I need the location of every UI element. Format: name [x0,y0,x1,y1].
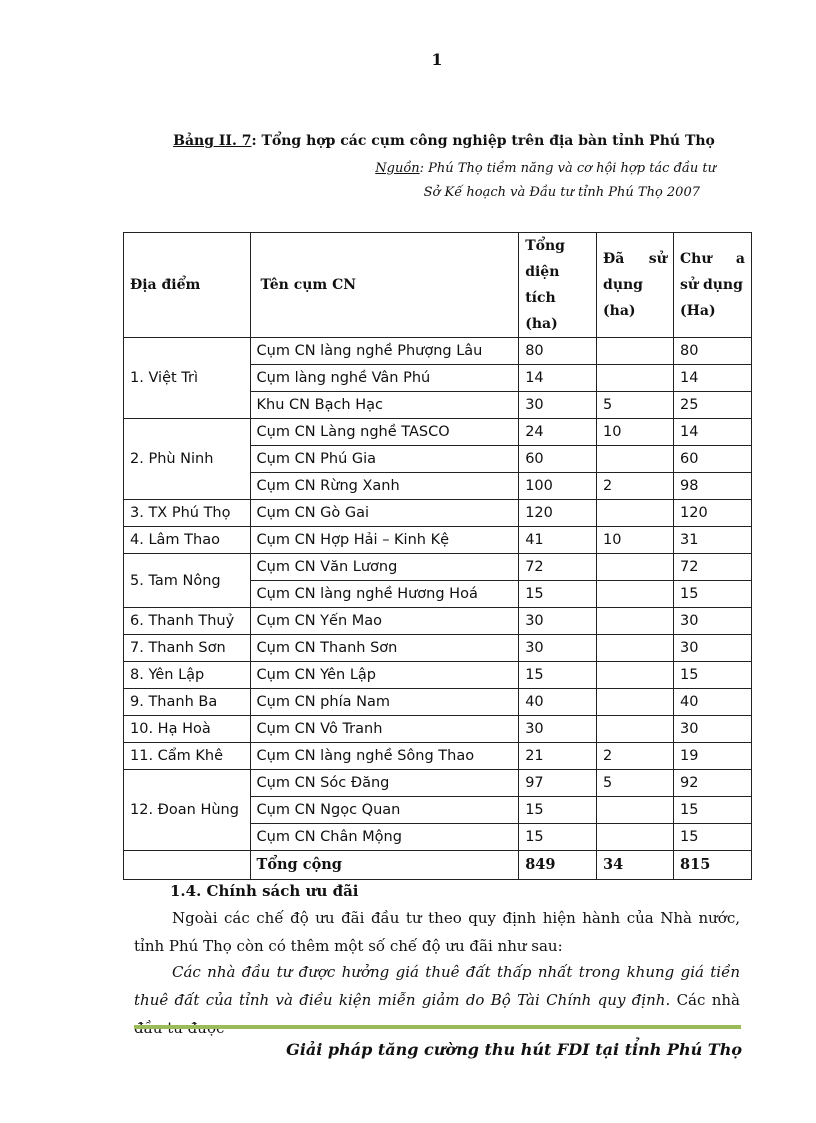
total-unused-area: 815 [674,851,752,880]
header-used-l1: Đã sử [603,251,667,267]
location-cell: 3. TX Phú Thọ [124,500,251,527]
used-area: 5 [597,770,674,797]
cluster-name: Cụm CN Phú Gia [250,446,519,473]
paragraph-2 [134,958,740,1042]
used-area [597,581,674,608]
header-used [597,233,674,338]
location-cell: 2. Phù Ninh [124,419,251,500]
used-area [597,689,674,716]
unused-area: 14 [674,419,752,446]
unused-area: 15 [674,797,752,824]
used-area [597,500,674,527]
used-area [597,554,674,581]
used-area [597,662,674,689]
cluster-name: Cụm CN làng nghề Hương Hoá [250,581,519,608]
cluster-name: Cụm CN phía Nam [250,689,519,716]
total-total-area: 849 [519,851,597,880]
source-text-1: : Phú Thọ tiềm năng và cơ hội hợp tác đầu tư [419,161,716,176]
cluster-name: Cụm CN Ngọc Quan [250,797,519,824]
total-area: 15 [519,662,597,689]
location-cell: 11. Cẩm Khê [124,743,251,770]
cluster-name: Cụm CN làng nghề Sông Thao [250,743,519,770]
total-area: 100 [519,473,597,500]
table-row [124,716,752,743]
table-row [124,689,752,716]
used-area: 10 [597,527,674,554]
table-row [124,743,752,770]
header-unused-l1: Chư a [680,251,745,267]
header-name: Tên cụm CN [250,233,519,338]
table-row [124,635,752,662]
source-line-2: Sở Kế hoạch và Đầu tư tỉnh Phú Thọ 2007 [423,185,700,200]
total-area: 41 [519,527,597,554]
cluster-name: Cụm CN Chân Mộng [250,824,519,851]
header-used-l2: dụng [603,277,643,293]
header-total-l2: diện [525,264,560,280]
cluster-name: Cụm CN Vô Tranh [250,716,519,743]
used-area: 2 [597,473,674,500]
unused-area: 80 [674,338,752,365]
used-area [597,338,674,365]
paragraph-2-italic: Các nhà đầu tư được hưởng giá thuê đất thấp nhất trong khung giá tiền thuê đất của tỉnh và điều kiện miễn giảm do Bộ Tài Chính quy định. [134,963,740,1009]
total-area: 21 [519,743,597,770]
total-area: 30 [519,392,597,419]
location-cell: 7. Thanh Sơn [124,635,251,662]
header-used-l3: (ha) [603,303,636,319]
cluster-name: Cụm làng nghề Vân Phú [250,365,519,392]
cluster-name: Cụm CN Yến Mao [250,608,519,635]
used-area [597,716,674,743]
unused-area: 92 [674,770,752,797]
caption-label: Bảng II. 7 [173,133,252,149]
header-total-l3: tích (ha) [525,290,558,332]
cluster-name: Khu CN Bạch Hạc [250,392,519,419]
unused-area: 40 [674,689,752,716]
used-area [597,797,674,824]
unused-area: 72 [674,554,752,581]
paragraph-2-normal: Các nhà [676,991,741,1009]
unused-area: 15 [674,662,752,689]
cluster-name: Cụm CN Rừng Xanh [250,473,519,500]
total-area: 30 [519,716,597,743]
table-row [124,662,752,689]
caption-text: : Tổng hợp các cụm công nghiệp trên địa bàn tỉnh Phú Thọ [251,133,715,149]
location-cell: 10. Hạ Hoà [124,716,251,743]
source-label: Nguồn [375,161,420,176]
table-caption [0,133,816,149]
cluster-name: Cụm CN Hợp Hải – Kinh Kệ [250,527,519,554]
total-used-area: 34 [597,851,674,880]
cluster-name: Cụm CN Sóc Đăng [250,770,519,797]
total-location-empty [124,851,251,880]
unused-area: 14 [674,365,752,392]
location-cell: 1. Việt Trì [124,338,251,419]
used-area: 2 [597,743,674,770]
header-unused-l3: (Ha) [680,303,716,319]
unused-area: 60 [674,446,752,473]
table-body [124,338,752,880]
location-cell: 5. Tam Nông [124,554,251,608]
cluster-name: Cụm CN Yên Lập [250,662,519,689]
paragraph-1: Ngoài các chế độ ưu đãi đầu tư theo quy định hiện hành của Nhà nước, tỉnh Phú Thọ còn có thêm một số chế độ ưu đãi như sau: [134,909,740,955]
unused-area: 31 [674,527,752,554]
header-total-l1: Tổng [525,238,565,254]
used-area [597,635,674,662]
footer-title: Giải pháp tăng cường thu hút FDI tại tỉnh Phú Thọ [286,1040,742,1059]
header-unused [674,233,752,338]
industrial-clusters-table [123,232,752,880]
total-area: 30 [519,635,597,662]
used-area [597,365,674,392]
used-area: 10 [597,419,674,446]
footer-rule [134,1025,741,1029]
total-area: 40 [519,689,597,716]
used-area [597,446,674,473]
unused-area: 19 [674,743,752,770]
used-area [597,608,674,635]
unused-area: 30 [674,608,752,635]
table-row [124,419,752,446]
used-area [597,824,674,851]
source-line-1 [0,161,716,176]
table-row [124,608,752,635]
page-number: 1 [431,50,443,69]
total-area: 14 [519,365,597,392]
cluster-name: Cụm CN Làng nghề TASCO [250,419,519,446]
location-cell: 8. Yên Lập [124,662,251,689]
table-header-row [124,233,752,338]
header-total [519,233,597,338]
unused-area: 15 [674,581,752,608]
unused-area: 25 [674,392,752,419]
location-cell: 6. Thanh Thuỷ [124,608,251,635]
table-row [124,527,752,554]
location-cell: 12. Đoan Hùng [124,770,251,851]
total-area: 97 [519,770,597,797]
table-row [124,338,752,365]
total-area: 15 [519,824,597,851]
total-area: 72 [519,554,597,581]
location-cell: 4. Lâm Thao [124,527,251,554]
unused-area: 30 [674,635,752,662]
total-area: 80 [519,338,597,365]
unused-area: 30 [674,716,752,743]
total-area: 120 [519,500,597,527]
header-unused-l2: sử dụng [680,277,743,293]
cluster-name: Cụm CN Gò Gai [250,500,519,527]
total-area: 24 [519,419,597,446]
location-cell: 9. Thanh Ba [124,689,251,716]
total-area: 30 [519,608,597,635]
unused-area: 120 [674,500,752,527]
total-area: 60 [519,446,597,473]
total-row [124,851,752,880]
table-row [124,500,752,527]
section-title: 1.4. Chính sách ưu đãi [170,882,359,900]
unused-area: 98 [674,473,752,500]
used-area: 5 [597,392,674,419]
total-area: 15 [519,797,597,824]
total-area: 15 [519,581,597,608]
table-row [124,770,752,797]
cluster-name: Cụm CN Thanh Sơn [250,635,519,662]
cluster-name: Cụm CN Văn Lương [250,554,519,581]
table-row [124,554,752,581]
cluster-name: Cụm CN làng nghề Phượng Lâu [250,338,519,365]
total-label: Tổng cộng [250,851,519,880]
header-location: Địa điểm [124,233,251,338]
unused-area: 15 [674,824,752,851]
